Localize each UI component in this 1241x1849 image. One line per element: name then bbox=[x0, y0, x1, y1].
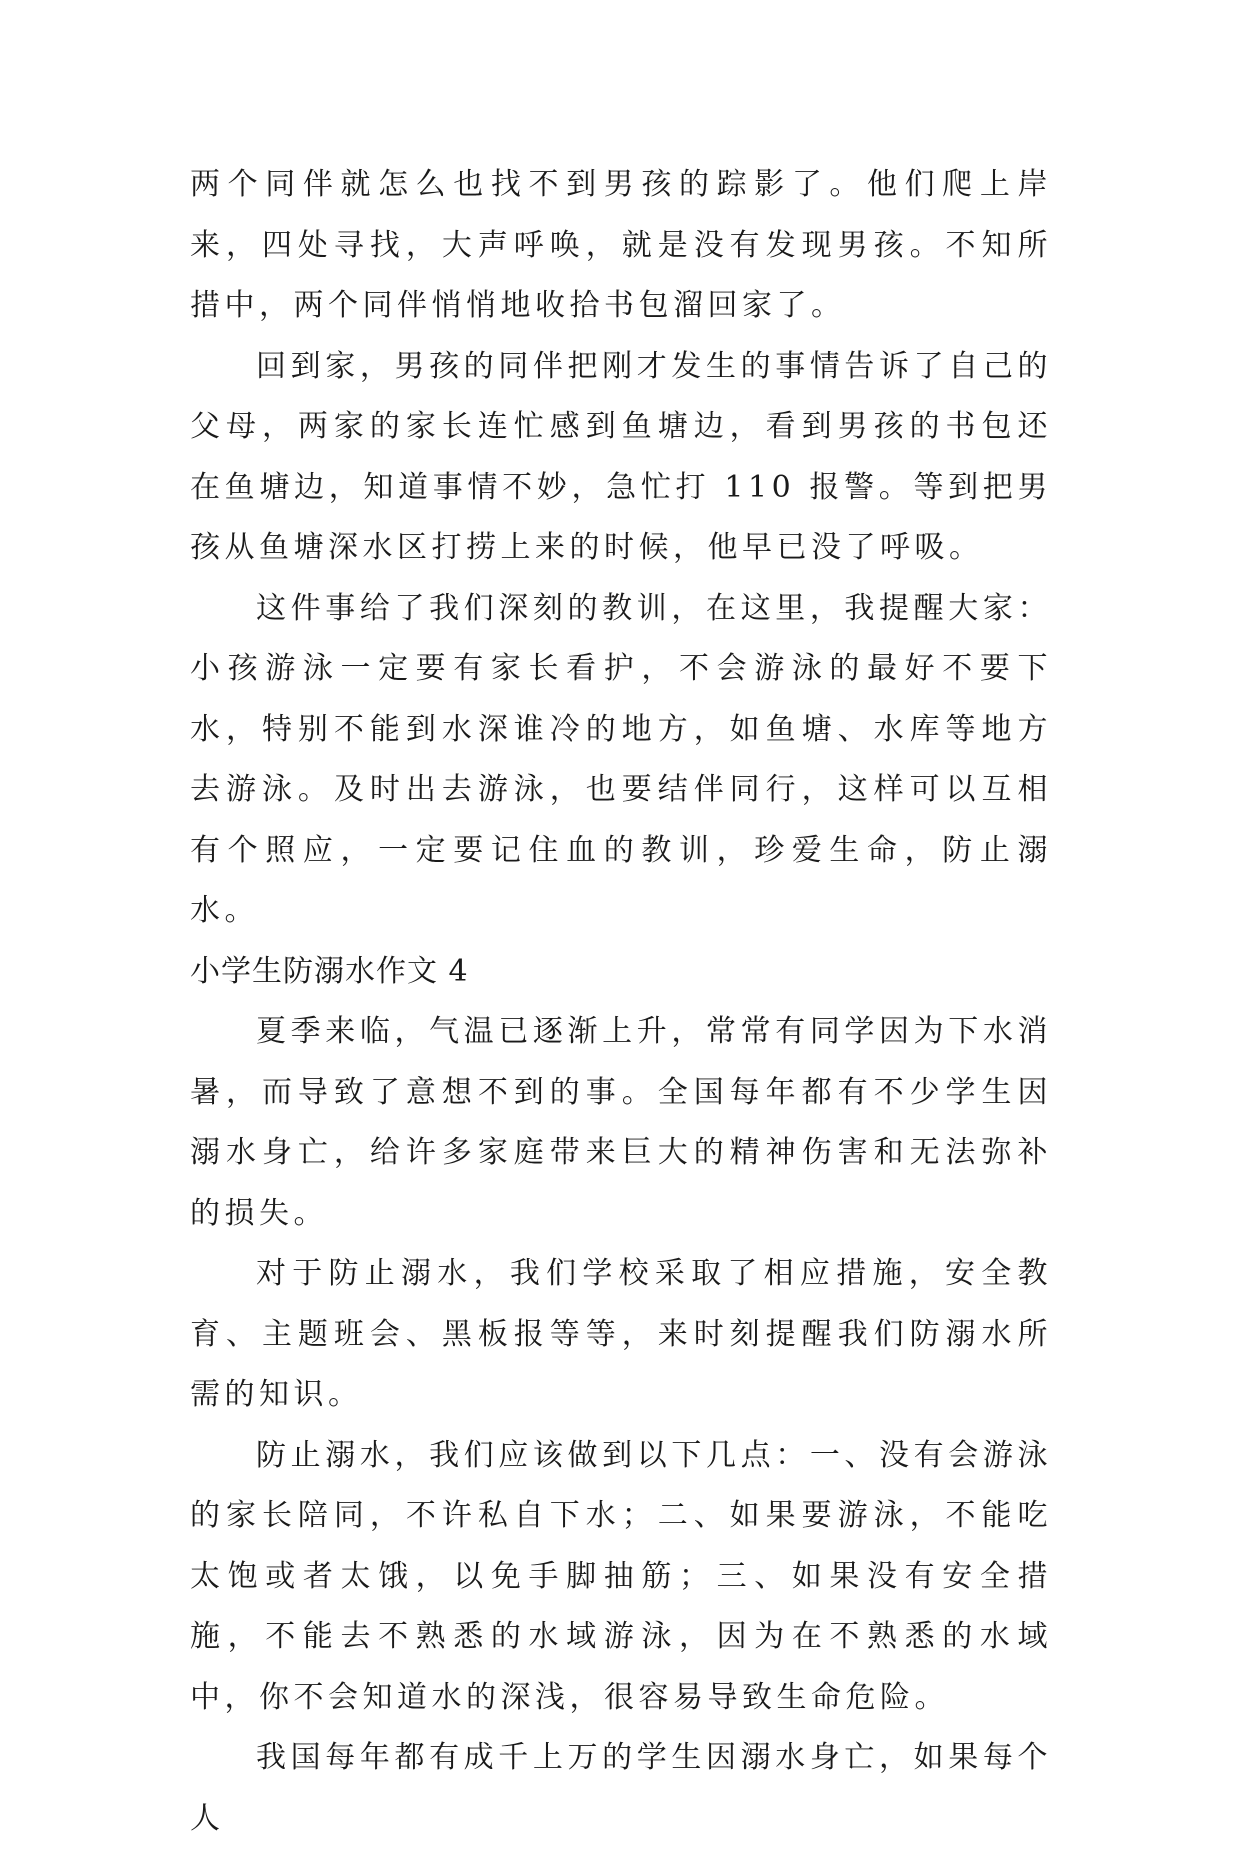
paragraph: 我国每年都有成千上万的学生因溺水身亡，如果每个人 bbox=[190, 1740, 1052, 1836]
paragraph: 回到家，男孩的同伴把刚才发生的事情告诉了自己的父母，两家的家长连忙感到鱼塘边，看到男孩的书包还在鱼塘边，知道事情不妙，急忙打 110 报警。等到把男孩从鱼塘深水区打捞上来的时候，他早已没了呼吸。 bbox=[190, 348, 1052, 565]
paragraph: 防止溺水，我们应该做到以下几点：一、没有会游泳的家长陪同，不许私自下水；二、如果要游泳，不能吃太饱或者太饿，以免手脚抽筋；三、如果没有安全措施，不能去不熟悉的水域游泳，因为在不熟悉的水域中，你不会知道水的深浅，很容易导致生命危险。 bbox=[190, 1437, 1052, 1715]
paragraph: 夏季来临，气温已逐渐上升，常常有同学因为下水消暑，而导致了意想不到的事。全国每年都有不少学生因溺水身亡，给许多家庭带来巨大的精神伤害和无法弥补的损失。 bbox=[190, 1014, 1052, 1231]
paragraph: 对于防止溺水，我们学校采取了相应措施，安全教育、主题班会、黑板报等等，来时刻提醒我们防溺水所需的知识。 bbox=[190, 1256, 1052, 1412]
paragraph: 这件事给了我们深刻的教训，在这里，我提醒大家：小孩游泳一定要有家长看护，不会游泳的最好不要下水，特别不能到水深谁冷的地方，如鱼塘、水库等地方去游泳。及时出去游泳，也要结伴同行，这样可以互相有个照应，一定要记住血的教训，珍爱生命，防止溺水。 bbox=[190, 590, 1052, 928]
document-body bbox=[190, 155, 1052, 1849]
paragraph: 两个同伴就怎么也找不到男孩的踪影了。他们爬上岸来，四处寻找，大声呼唤，就是没有发现男孩。不知所措中，两个同伴悄悄地收拾书包溜回家了。 bbox=[190, 167, 1052, 323]
section-title: 小学生防溺水作文 4 bbox=[190, 953, 469, 989]
